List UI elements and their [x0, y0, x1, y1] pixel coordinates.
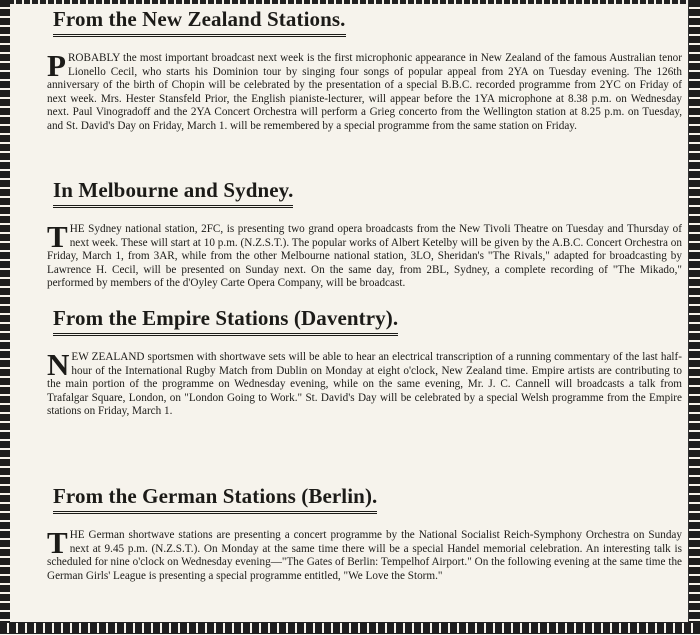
- right-border-ornament: [688, 0, 700, 622]
- section-heading: From the New Zealand Stations.: [53, 6, 346, 37]
- section-heading: In Melbourne and Sydney.: [53, 177, 293, 208]
- section-german-stations: [47, 483, 682, 583]
- section-new-zealand-stations: [47, 6, 682, 133]
- drop-cap: T: [47, 525, 68, 560]
- section-body: [47, 48, 682, 133]
- section-paragraph: HE German shortwave stations are presenting a concert programme by the National Socialist Reich-Symphony Orchestra on Sunday next at 9.45 p.m. (N.Z.S.T.). On Monday at the same time there will be a special Handel memorial celebration. An interesting talk is scheduled for nine o'clock on Wednesday evening—"The Gates of Berlin: Tempelhof Airport." On the following evening at the same time the German Girls' League is presenting a special programme entitled, "We Love the Storm.": [47, 529, 682, 582]
- section-heading: From the Empire Stations (Daventry).: [53, 305, 398, 336]
- section-melbourne-sydney: [47, 177, 682, 291]
- drop-cap: T: [47, 219, 68, 254]
- section-body: [47, 347, 682, 419]
- section-paragraph: HE Sydney national station, 2FC, is presenting two grand opera broadcasts from the New Tivoli Theatre on Tuesday and Thursday of next week. These will start at 10 p.m. (N.Z.S.T.). The popular works of Albert Ketelby will be given by the A.B.C. Concert Orchestra on Friday, March 1, from 3AR, while from the other Melbourne national station, 3LO, Sheridan's "The Rivals," adapted for broadcasting by Lawrence H. Cecil, will be presented on Sunday next. On the same day, from 2BL, Sydney, a complete recording of "The Mikado," performed by members of the d'Oyley Carte Opera Company, will be broadcast.: [47, 223, 682, 289]
- section-paragraph: ROBABLY the most important broadcast next week is the first microphonic appearance in New Zealand of the famous Australian tenor Lionello Cecil, who starts his Dominion tour by singing four songs of popular appeal from 2YA on Tuesday evening. The 126th anniversary of the birth of Chopin will be celebrated by the presentation of a special B.B.C. recorded programme from 2YC on Friday of next week. Mrs. Hester Stansfeld Prior, the English pianiste-lecturer, will appear before the 1YA microphone at 8.38 p.m. on Wednesday next. Paul Vinogradoff and the 2YA Concert Orchestra will perform a Grieg concerto from the Wellington station at 8.25 p.m. on Tuesday, and St. David's Day on Friday, March 1. will be remembered by a special programme from the same station on Friday.: [47, 52, 682, 132]
- section-body: [47, 525, 682, 583]
- section-body: [47, 219, 682, 291]
- section-empire-stations: [47, 305, 682, 419]
- bottom-border-ornament: [0, 622, 700, 634]
- left-border-ornament: [0, 0, 10, 622]
- section-paragraph: EW ZEALAND sportsmen with shortwave sets will be able to hear an electrical transcription of a running commentary of the last half-hour of the International Rugby Match from Dublin on Monday at eight o'clock, New Zealand time. Empire artists are contributing to the main portion of the programme on Wednesday evening, while on the same evening, Mr. J. C. Cannell will broadcasts a talk from Trafalgar Square, London, on "London Going to Work." St. David's Day will be celebrated by a special Welsh programme from the Empire stations on Friday, March 1.: [47, 351, 682, 417]
- top-border-ornament: [0, 0, 700, 4]
- drop-cap: N: [47, 347, 70, 382]
- section-heading: From the German Stations (Berlin).: [53, 483, 377, 514]
- drop-cap: P: [47, 48, 66, 83]
